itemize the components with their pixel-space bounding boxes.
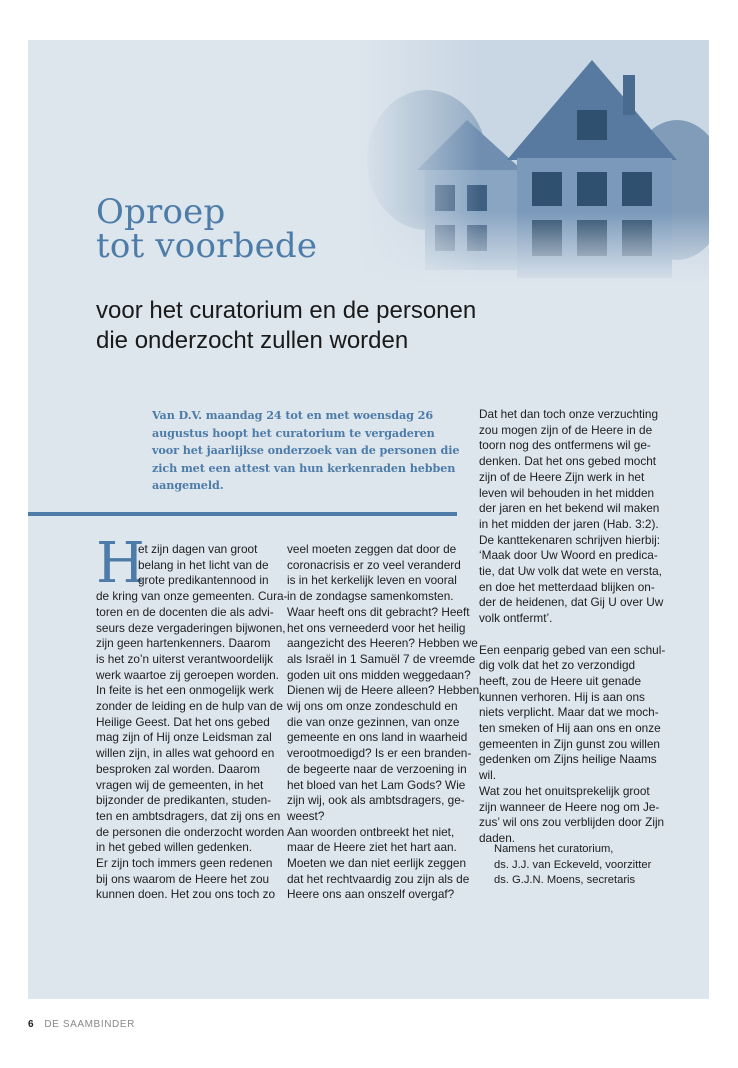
body-line: zijn geen hartenkenners. Daarom <box>96 636 271 651</box>
body-line: werk waartoe zij geroepen worden. <box>96 667 279 682</box>
drop-cap: H <box>96 531 145 596</box>
body-line: zus’ wil ons zou verblijden door Zijn <box>479 815 665 830</box>
subtitle-line-2: die onderzocht zullen worden <box>96 327 409 354</box>
body-line: In feite is het een onmogelijk werk <box>96 683 274 698</box>
body-line: gedenken om Zijns heilige Naams <box>479 752 657 767</box>
body-line: is in het kerkelijk leven en vooral <box>287 573 457 588</box>
signature-line-2: ds. J.J. van Eckeveld, voorzitter <box>494 858 652 871</box>
house-photo <box>357 40 709 285</box>
body-line: De kanttekenaren schrijven hierbij: <box>479 532 660 547</box>
page-number: 6 <box>28 1019 34 1030</box>
body-line: Waar heeft ons dit gebracht? Heeft <box>287 604 470 619</box>
body-line: willen zijn, in alles wat gehoord en <box>96 746 275 761</box>
signature-block <box>494 842 651 889</box>
body-column-1 <box>96 542 288 903</box>
body-line: denken. Dat het ons gebed mocht <box>479 454 657 469</box>
body-line: wij ons om onze zondeschuld en <box>287 699 458 714</box>
body-line: Er zijn toch immers geen redenen <box>96 856 273 871</box>
body-line: Dienen wij de Heere alleen? Hebben <box>287 683 480 698</box>
body-line: leven wil behouden in het midden <box>479 485 655 500</box>
body-line: heeft, zou de Heere uit genade <box>479 673 641 688</box>
body-line: dat het rechtvaardig zou zijn als de <box>287 871 470 886</box>
body-line: belang in het licht van de <box>138 557 269 572</box>
body-line: weest? <box>287 808 325 823</box>
body-column-2 <box>287 542 480 903</box>
body-line: gemeenten in Zijn gunst zou willen <box>479 736 660 751</box>
article-intro: Van D.V. maandag 24 tot en met woensdag 26 augustus hoopt het curatorium te vergaderen voor het jaarlijkse onderzoek van de personen die zich met een attest van hun kerkenraden hebben aangemeld. <box>152 408 460 493</box>
subtitle-line-1: voor het curatorium en de personen <box>96 297 477 324</box>
body-line: aangezicht des Heeren? Hebben we <box>287 636 478 651</box>
body-line: et zijn dagen van groot <box>138 542 258 556</box>
body-line: en doe het metterdaad blijken on- <box>479 579 655 594</box>
body-line: veel moeten zeggen dat door de <box>287 542 457 556</box>
page-footer <box>28 1019 135 1031</box>
body-line: het ons verneederd voor het heilig <box>287 620 466 635</box>
body-line: het bloed van het Lam Gods? Wie <box>287 777 466 792</box>
body-line: de begeerte naar de verzoening in <box>287 761 467 776</box>
body-line: Heilige Geest. Dat het ons gebed <box>96 714 270 729</box>
body-line: als Israël in 1 Samuël 7 de vreemde <box>287 651 476 666</box>
body-line: der jaren en het bekend wil maken <box>479 501 660 516</box>
body-line: zou mogen zijn of de Heere in de <box>479 422 653 437</box>
signature-line-3: ds. G.J.N. Moens, secretaris <box>494 874 636 886</box>
body-line: Aan woorden ontbreekt het niet, <box>287 824 455 839</box>
body-line: in het midden der jaren (Hab. 3:2). <box>479 516 659 531</box>
body-line: wil. <box>479 768 497 783</box>
body-line: gemeente en ons land in waarheid <box>287 730 468 745</box>
body-line: der de heidenen, dat Gij U over Uw <box>479 595 664 610</box>
title-line-2: tot voorbede <box>96 226 318 266</box>
paragraph-gap <box>479 627 659 643</box>
body-column-3 <box>479 407 666 847</box>
body-line: ten smeken of Hij aan ons en onze <box>479 721 661 736</box>
body-line: die van onze gezinnen, van onze <box>287 714 460 729</box>
body-line: coronacrisis er zo veel veranderd <box>287 557 461 572</box>
body-line: toren en de docenten die als advi- <box>96 604 274 619</box>
magazine-name: DE SAAMBINDER <box>44 1019 135 1030</box>
body-line: seurs deze vergaderingen bijwonen, <box>96 620 286 635</box>
body-line: besproken zal worden. Daarom <box>96 761 260 776</box>
body-line: niets verplicht. Maar dat we moch- <box>479 705 659 720</box>
body-line: zijn wij, ook als ambtsdragers, ge- <box>287 793 465 808</box>
article-title <box>96 192 318 266</box>
body-line: in de zondagse samenkomsten. <box>287 589 454 604</box>
house-illustration <box>357 40 709 285</box>
body-line: daden. <box>479 830 516 845</box>
body-line: toorn nog des ontfermens wil ge- <box>479 438 651 453</box>
signature-line-1: Namens het curatorium, <box>494 843 614 855</box>
body-line: bij ons waarom de Heere het zou <box>96 871 270 886</box>
title-line-1: Oproep <box>96 192 226 232</box>
body-line: kunnen doen. Het zou ons toch zo <box>96 887 276 902</box>
body-line: kunnen verhoren. Hij is aan ons <box>479 689 645 704</box>
body-line: in het gebed willen gedenken. <box>96 840 253 855</box>
body-line: de kring van onze gemeenten. Cura- <box>96 589 288 604</box>
body-line: is het zo’n uiterst verantwoordelijk <box>96 651 274 666</box>
body-line: zijn wanneer de Heere nog om Je- <box>479 799 660 814</box>
body-line: Moeten we dan niet eerlijk zeggen <box>287 856 467 871</box>
body-line: grote predikantennood in <box>138 573 269 588</box>
body-line: verootmoedigd? Is er een branden- <box>287 746 472 761</box>
body-line: tie, dat Uw volk dat wete en versta, <box>479 564 662 579</box>
body-line: Dat het dan toch onze verzuchting <box>479 407 659 421</box>
section-divider <box>28 512 457 516</box>
body-line: mag zijn of Hij onze Leidsman zal <box>96 730 272 745</box>
article-subtitle <box>96 296 566 356</box>
body-line: Een eenparig gebed van een schul- <box>479 642 666 657</box>
body-line: volk ontfermt’. <box>479 611 553 626</box>
body-line: goden uit ons midden weggedaan? <box>287 667 471 682</box>
body-line: de personen die onderzocht worden <box>96 824 285 839</box>
body-line: vragen wij de gemeenten, in het <box>96 777 264 792</box>
body-line: Wat zou het onuitsprekelijk groot <box>479 783 650 798</box>
body-line: zijn of de Heere Zijn werk in het <box>479 469 645 484</box>
body-line: maar de Heere ziet het hart aan. <box>287 840 457 855</box>
body-line: dig volk dat het zo verzondigd <box>479 658 636 673</box>
body-line: ‘Maak door Uw Woord en predica- <box>479 548 658 563</box>
body-line: zonder de leiding en de hulp van de <box>96 699 283 714</box>
body-line: ten en ambtsdragers, dat zij ons en <box>96 808 281 823</box>
body-line: Heere ons aan onszelf overgaf? <box>287 887 455 902</box>
body-line: bijzonder de predikanten, studen- <box>96 793 272 808</box>
